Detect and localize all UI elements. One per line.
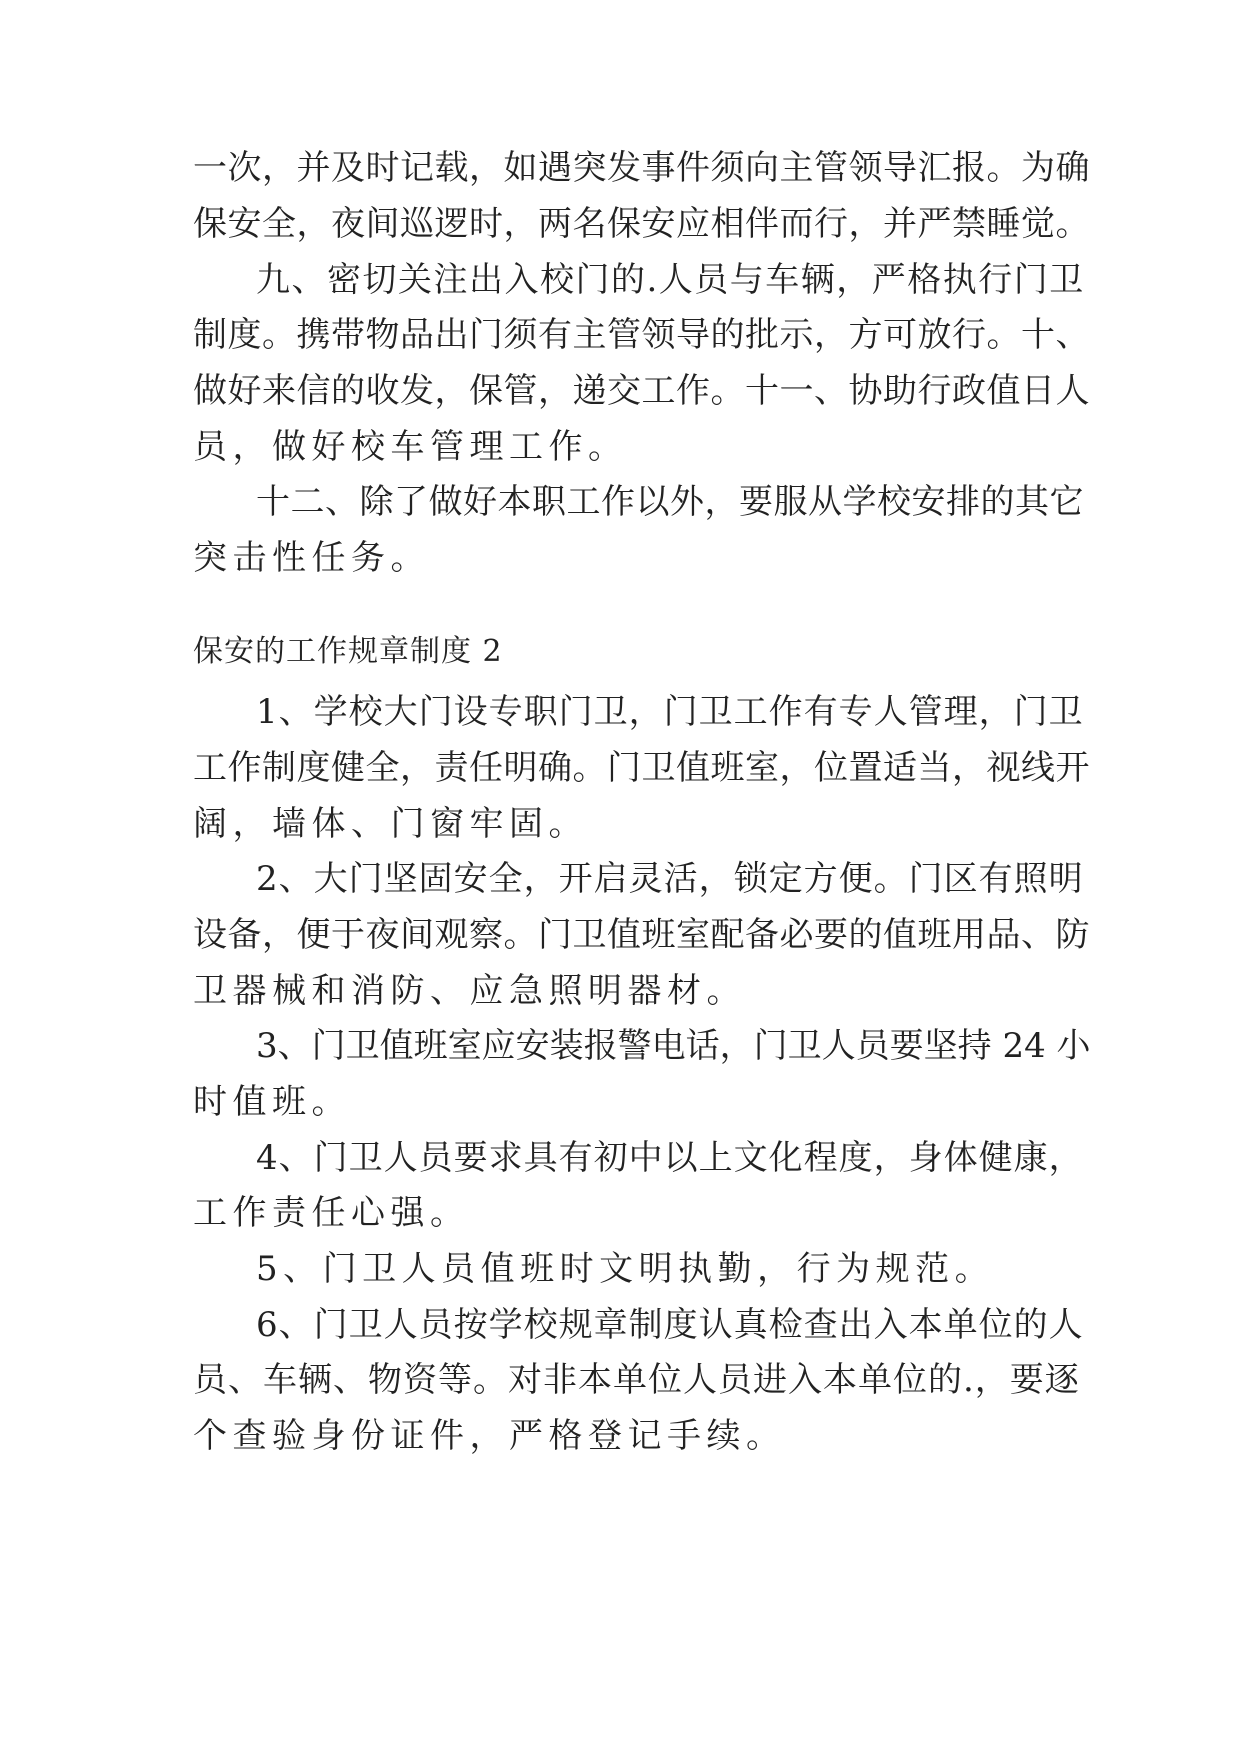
body-text-line: 5、门卫人员值班时文明执勤，行为规范。 [256, 1249, 995, 1289]
body-text-line: 3、门卫值班室应安装报警电话，门卫人员要坚持 24 小 [256, 1026, 1091, 1066]
body-text-line: 工作责任心强。 [193, 1193, 470, 1233]
body-text-line: 工作制度健全，责任明确。门卫值班室，位置适当，视线开 [193, 748, 1090, 788]
body-text-line: 员、车辆、物资等。对非本单位人员进入本单位的.，要逐 [193, 1360, 1080, 1400]
body-text-line: 时值班。 [193, 1082, 351, 1122]
body-text-line: 个查验身份证件，严格登记手续。 [193, 1416, 786, 1456]
body-text-line: 一次，并及时记载，如遇突发事件须向主管领导汇报。为确 [193, 148, 1090, 188]
body-text-line: 4、门卫人员要求具有初中以上文化程度，身体健康， [256, 1138, 1084, 1178]
body-text-line: 6、门卫人员按学校规章制度认真检查出入本单位的人 [256, 1305, 1084, 1345]
body-text-line: 员，做好校车管理工作。 [193, 427, 628, 467]
body-text-line: 九、密切关注出入校门的.人员与车辆，严格执行门卫 [256, 260, 1085, 300]
body-text-line: 1、学校大门设专职门卫，门卫工作有专人管理，门卫 [256, 692, 1084, 732]
body-text-line: 十二、除了做好本职工作以外，要服从学校安排的其它 [256, 482, 1084, 522]
body-text-line: 突击性任务。 [193, 538, 430, 578]
section-heading: 保安的工作规章制度 2 [193, 634, 503, 669]
body-text-line: 卫器械和消防、应急照明器材。 [193, 971, 746, 1011]
body-text-line: 做好来信的收发，保管，递交工作。十一、协助行政值日人 [193, 371, 1090, 411]
body-text-line: 阔，墙体、门窗牢固。 [193, 804, 588, 844]
body-text-line: 制度。携带物品出门须有主管领导的批示，方可放行。十、 [193, 315, 1090, 355]
body-text-line: 保安全，夜间巡逻时，两名保安应相伴而行，并严禁睡觉。 [193, 204, 1090, 244]
body-text-line: 2、大门坚固安全，开启灵活，锁定方便。门区有照明 [256, 859, 1084, 899]
body-text-line: 设备，便于夜间观察。门卫值班室配备必要的值班用品、防 [193, 915, 1090, 955]
